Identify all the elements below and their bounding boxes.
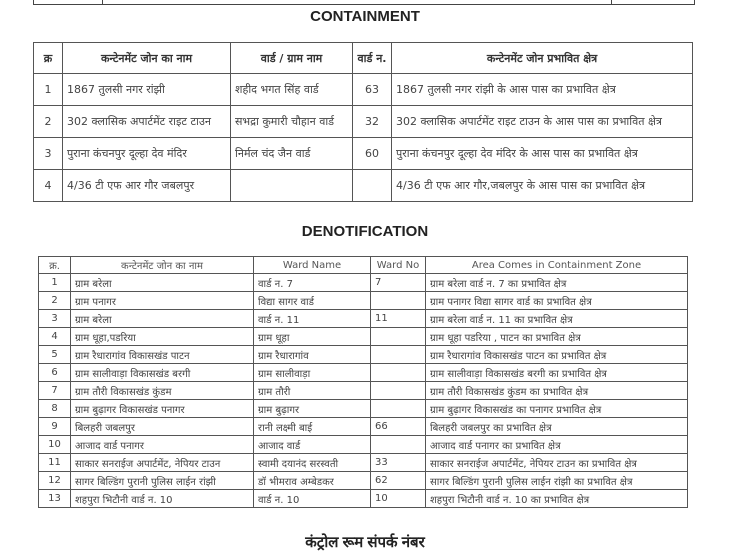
cell-ward-name: निर्मल चंद जैन वार्ड: [231, 138, 353, 170]
table-row: [39, 436, 688, 454]
control-room-heading: कंट्रोल रूम संपर्क नंबर: [305, 534, 425, 551]
cell-zone-name: ग्राम बरेला: [71, 274, 254, 292]
cell-affected-area: ग्राम बुढ़ागर विकासखंड का पनागर प्रभावित क्षेत्र: [426, 400, 688, 418]
table-row: [39, 274, 688, 292]
cell-zone-name: 4/36 टी एफ आर गौर जबलपुर: [63, 170, 231, 202]
cell-ward-name: आजाद वार्ड: [254, 436, 371, 454]
cell-ward-no: [371, 328, 426, 346]
cell-ward-name: वार्ड न. 11: [254, 310, 371, 328]
cell-serial: 1: [34, 74, 63, 106]
cell-serial: 3: [39, 310, 71, 328]
cell-ward-no: [371, 292, 426, 310]
denotification-heading: DENOTIFICATION: [301, 223, 429, 240]
column-header-ward-no: Ward No: [371, 257, 426, 274]
column-header-ward-name: Ward Name: [254, 257, 371, 274]
table-row: [34, 106, 693, 138]
table-row: [39, 490, 688, 508]
cell-ward-no: [371, 346, 426, 364]
cell-zone-name: सागर बिल्डिंग पुरानी पुलिस लाईन रांझी: [71, 472, 254, 490]
cell-zone-name: ग्राम पनागर: [71, 292, 254, 310]
previous-table-bottom-edge: [33, 0, 695, 5]
column-header-affected-area: Area Comes in Containment Zone: [426, 257, 688, 274]
cell-zone-name: साकार सनराईज अपार्टमेंट, नेपियर टाउन: [71, 454, 254, 472]
cell-affected-area: ग्राम सालीवाड़ा विकासखंड बरगी का प्रभावित क्षेत्र: [426, 364, 688, 382]
cell-ward-name: डॉ भीमराव अम्बेडकर: [254, 472, 371, 490]
cell-affected-area: आजाद वार्ड पनागर का प्रभावित क्षेत्र: [426, 436, 688, 454]
header-row: [34, 43, 693, 74]
cell-ward-no: [371, 400, 426, 418]
cell-serial: 4: [34, 170, 63, 202]
cell-serial: 5: [39, 346, 71, 364]
table-row: [39, 292, 688, 310]
cell-ward-no: 63: [353, 74, 392, 106]
cell-zone-name: ग्राम सालीवाड़ा विकासखंड बरगी: [71, 364, 254, 382]
cell-zone-name: ग्राम बरेला: [71, 310, 254, 328]
table-row: [39, 472, 688, 490]
cell-zone-name: आजाद वार्ड पनागर: [71, 436, 254, 454]
denotification-table: [38, 256, 688, 508]
cell-ward-no: 66: [371, 418, 426, 436]
cell-ward-name: [231, 170, 353, 202]
cell-affected-area: ग्राम तौरी विकासखंड कुंडम का प्रभावित क्षेत्र: [426, 382, 688, 400]
containment-heading: CONTAINMENT: [310, 8, 420, 25]
table-row: [39, 454, 688, 472]
cell-zone-name: ग्राम धूहा,पडरिया: [71, 328, 254, 346]
table-row: [39, 328, 688, 346]
column-header-affected-area: कन्टेनमेंट जोन प्रभावित क्षेत्र: [392, 43, 693, 74]
table-row: [34, 170, 693, 202]
cell-ward-name: शहीद भगत सिंह वार्ड: [231, 74, 353, 106]
table-row: [39, 418, 688, 436]
cell-ward-no: 32: [353, 106, 392, 138]
cell-serial: 12: [39, 472, 71, 490]
cell-ward-name: ग्राम तौरी: [254, 382, 371, 400]
cell-affected-area: 4/36 टी एफ आर गौर,जबलपुर के आस पास का प्रभावित क्षेत्र: [392, 170, 693, 202]
cell-ward-name: सभद्रा कुमारी चौहान वार्ड: [231, 106, 353, 138]
cell-affected-area: बिलहरी जबलपुर का प्रभावित क्षेत्र: [426, 418, 688, 436]
table-row: [39, 382, 688, 400]
cell-serial: 1: [39, 274, 71, 292]
cell-affected-area: सागर बिल्डिंग पुरानी पुलिस लाईन रांझी का प्रभावित क्षेत्र: [426, 472, 688, 490]
cell-ward-name: ग्राम बुढ़ागर: [254, 400, 371, 418]
cell-ward-name: वार्ड न. 10: [254, 490, 371, 508]
cell-ward-no: 62: [371, 472, 426, 490]
cell-zone-name: 302 क्लासिक अपार्टमेंट राइट टाउन: [63, 106, 231, 138]
cell-zone-name: ग्राम बुढ़ागर विकासखंड पनागर: [71, 400, 254, 418]
cell-zone-name: ग्राम रैधारागांव विकासखंड पाटन: [71, 346, 254, 364]
cell-affected-area: 1867 तुलसी नगर रांझी के आस पास का प्रभावित क्षेत्र: [392, 74, 693, 106]
cell-ward-name: स्वामी दयानंद सरस्वती: [254, 454, 371, 472]
cell-affected-area: पुराना कंचनपुर दूल्हा देव मंदिर के आस पास का प्रभावित क्षेत्र: [392, 138, 693, 170]
table-row: [39, 346, 688, 364]
header-row: [39, 257, 688, 274]
cell-zone-name: शहपुरा भिटौनी वार्ड न. 10: [71, 490, 254, 508]
table-row: [34, 138, 693, 170]
cell-ward-name: ग्राम सालीवाड़ा: [254, 364, 371, 382]
column-header-ward-name: वार्ड / ग्राम नाम: [231, 43, 353, 74]
cell-ward-no: [371, 436, 426, 454]
cell-affected-area: साकार सनराईज अपार्टमेंट, नेपियर टाउन का प्रभावित क्षेत्र: [426, 454, 688, 472]
cell-ward-no: [353, 170, 392, 202]
cell-serial: 2: [39, 292, 71, 310]
column-header-serial: क्र.: [39, 257, 71, 274]
cell-ward-name: विद्या सागर वार्ड: [254, 292, 371, 310]
cell-serial: 6: [39, 364, 71, 382]
cell-affected-area: ग्राम धूहा पडरिया , पाटन का प्रभावित क्षेत्र: [426, 328, 688, 346]
cell-ward-name: ग्राम धूहा: [254, 328, 371, 346]
cell-ward-no: [371, 382, 426, 400]
cell-ward-no: 11: [371, 310, 426, 328]
cell-serial: 3: [34, 138, 63, 170]
cell-ward-no: 10: [371, 490, 426, 508]
cell-serial: 2: [34, 106, 63, 138]
cell-ward-no: 60: [353, 138, 392, 170]
containment-table: [33, 42, 693, 202]
cell-serial: 9: [39, 418, 71, 436]
column-header-zone-name: कन्टेनमेंट जोन का नाम: [63, 43, 231, 74]
cell-affected-area: शहपुरा भिटौनी वार्ड न. 10 का प्रभावित क्षेत्र: [426, 490, 688, 508]
cell-ward-no: 33: [371, 454, 426, 472]
cell-ward-name: वार्ड न. 7: [254, 274, 371, 292]
cell-affected-area: 302 क्लासिक अपार्टमेंट राइट टाउन के आस पास का प्रभावित क्षेत्र: [392, 106, 693, 138]
cell-affected-area: ग्राम रैधारागांव विकासखंड पाटन का प्रभावित क्षेत्र: [426, 346, 688, 364]
cell-ward-no: 7: [371, 274, 426, 292]
cell-zone-name: बिलहरी जबलपुर: [71, 418, 254, 436]
cell-serial: 11: [39, 454, 71, 472]
cell-ward-name: रानी लक्ष्मी बाई: [254, 418, 371, 436]
cell-serial: 13: [39, 490, 71, 508]
cell-zone-name: 1867 तुलसी नगर रांझी: [63, 74, 231, 106]
cell-serial: 8: [39, 400, 71, 418]
cell-affected-area: ग्राम बरेला वार्ड न. 7 का प्रभावित क्षेत्र: [426, 274, 688, 292]
cell-serial: 4: [39, 328, 71, 346]
table-row: [39, 364, 688, 382]
table-row: [34, 74, 693, 106]
cell-ward-no: [371, 364, 426, 382]
column-header-serial: क्र: [34, 43, 63, 74]
column-header-zone-name: कन्टेनमेंट जोन का नाम: [71, 257, 254, 274]
table-row: [39, 310, 688, 328]
cell-affected-area: ग्राम पनागर विद्या सागर वार्ड का प्रभावित क्षेत्र: [426, 292, 688, 310]
cell-zone-name: पुराना कंचनपुर दूल्हा देव मंदिर: [63, 138, 231, 170]
table-row: [39, 400, 688, 418]
cell-serial: 10: [39, 436, 71, 454]
column-header-ward-no: वार्ड न.: [353, 43, 392, 74]
cell-affected-area: ग्राम बरेला वार्ड न. 11 का प्रभावित क्षेत्र: [426, 310, 688, 328]
cell-serial: 7: [39, 382, 71, 400]
cell-zone-name: ग्राम तौरी विकासखंड कुंडम: [71, 382, 254, 400]
cell-ward-name: ग्राम रैधारागांव: [254, 346, 371, 364]
